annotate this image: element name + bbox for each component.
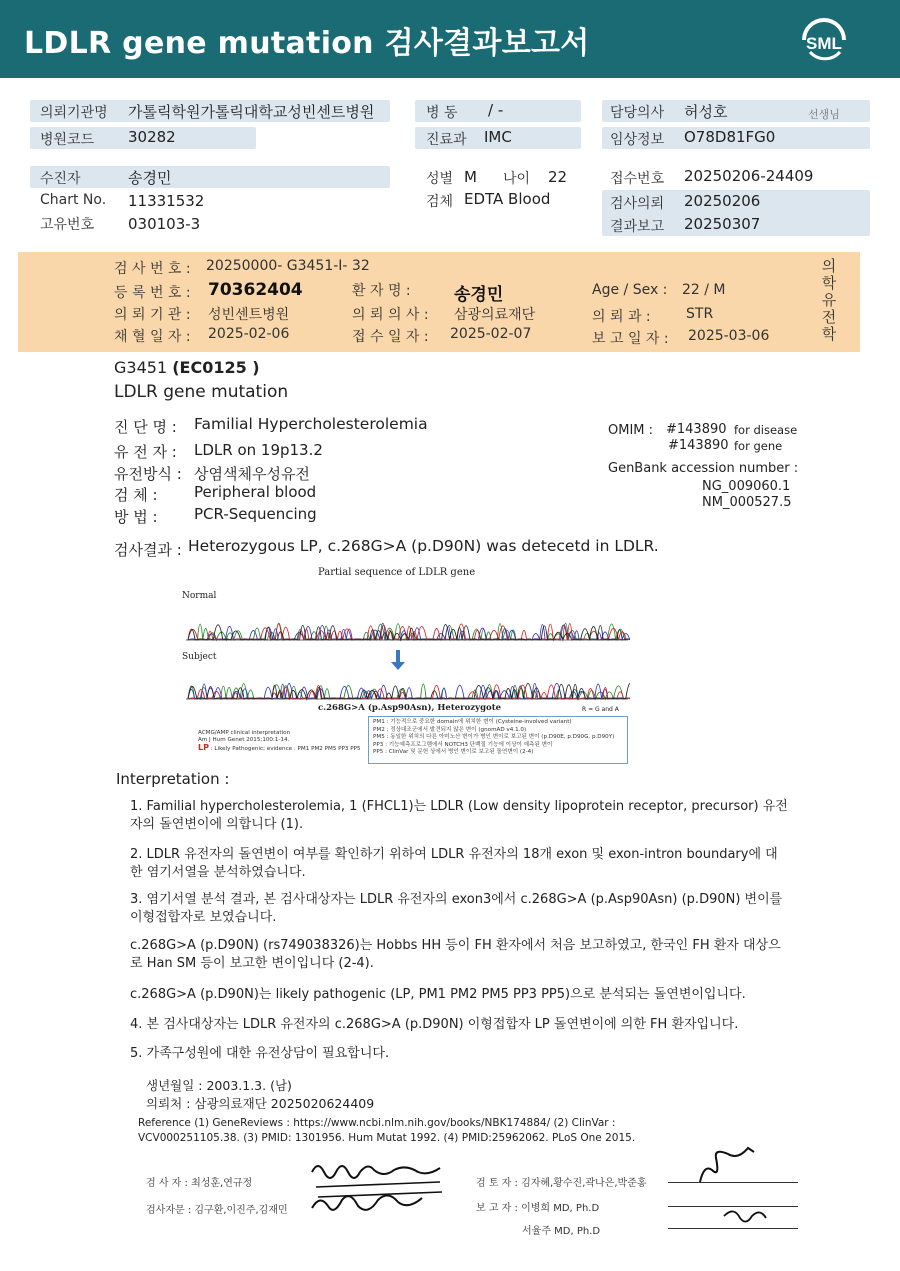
acmg-line-1: ACMG/AMP clinical interpretation	[198, 730, 291, 736]
dept-value: IMC	[484, 128, 512, 146]
interp-p1: 1. Familial hypercholesterolemia, 1 (FHCL1)는 LDLR (Low density lipoprotein receptor, precursor) 유전자의 돌연변이에 의합니다 (1).	[130, 799, 788, 832]
patient-label: 수진자	[40, 171, 81, 187]
specimen-label-2: 검 체 :	[114, 486, 158, 504]
reference: Reference (1) GeneReviews : https://www.ncbi.nlm.nih.gov/books/NBK174884/ (2) ClinVar : VCV000251105.38. (3) PMID: 1301956. Hum Mutat 1992. (4) PMID:25962062. PLoS One 2015.	[138, 1117, 636, 1144]
logo-text: SML	[806, 34, 842, 53]
report-header	[0, 0, 900, 78]
band-agesex-value: 22 / M	[682, 282, 726, 298]
interpretation-title: Interpretation :	[116, 770, 230, 788]
genbank-label: GenBank accession number :	[608, 461, 799, 476]
doctor-suffix: 선생님	[808, 108, 840, 121]
advisor-signature-icon	[312, 1195, 422, 1209]
reviewer: 검 토 자 : 김자혜,황수진,곽나은,박준홍	[476, 1178, 647, 1189]
receipt-label: 접수번호	[610, 171, 665, 187]
birth-date: 생년월일 : 2003.1.3. (남)	[146, 1078, 292, 1093]
requester: 의뢰처 : 삼광의료재단 2025020624409	[146, 1096, 375, 1111]
reporter-signature-line	[668, 1206, 798, 1207]
ward-value: / -	[488, 101, 504, 119]
request-label: 검사의뢰	[610, 196, 665, 212]
age-value: 22	[548, 168, 568, 186]
genbank-2: NM_000527.5	[702, 495, 792, 510]
doctor-label: 담당의사	[610, 105, 665, 121]
omim-1-note: for disease	[734, 423, 798, 437]
acmg-evidence: : Likely Pathogenic; evidence : PM1 PM2 PM5 PP3 PP5	[210, 746, 361, 752]
reporter2-signature-icon	[724, 1211, 766, 1221]
band-test-no-label: 검 사 번 호 :	[114, 261, 191, 277]
band-dept-value: STR	[686, 306, 714, 322]
figure-caption: c.268G>A (p.Asp90Asn), Heterozygote	[318, 703, 502, 713]
band-agesex-label: Age / Sex :	[592, 282, 668, 298]
note-pp3: PP3 : 기능예측프로그램에서 NOTCH3 단백질 기능에 이상이 예측된 변이	[373, 741, 553, 748]
diagnosis-value: Familial Hypercholesterolemia	[194, 415, 428, 433]
result-value: Heterozygous LP, c.268G>A (p.D90N) was detecetd in LDLR.	[188, 537, 659, 555]
institution-label: 의뢰기관명	[40, 105, 108, 121]
band-patient-label: 환 자 명 :	[352, 283, 411, 299]
request-value: 20250206	[684, 192, 761, 210]
test-code	[114, 358, 260, 377]
acmg-line-2: Am J Hum Genet 2015;100:1-14.	[198, 737, 290, 743]
doctor-value: 허성호	[684, 103, 728, 121]
interp-p7: 5. 가족구성원에 대한 유전상담이 필요합니다.	[130, 1046, 390, 1061]
band-inst-label: 의 뢰 기 관 :	[114, 307, 191, 323]
note-pm5: PM5 : 동일한 위치의 다른 아미노산 변이가 병인 변이로 보고된 변이 (p.D90E, p.D90G, p.D90Y)	[373, 734, 615, 740]
reviewer-signature-icon	[700, 1148, 754, 1182]
hospital-code-value: 30282	[128, 128, 176, 146]
result-label: 검사결과 :	[114, 541, 182, 559]
evidence-note-box	[368, 716, 628, 764]
gene-value: LDLR on 19p13.2	[194, 441, 323, 459]
report-summary-band	[18, 252, 860, 352]
interp-p4: c.268G>A (p.D90N) (rs749038326)는 Hobbs HH 등이 FH 환자에서 처음 보고하였고, 한국인 FH 환자 대상으로 Han SM 등이 보고한 변이입니다 (2-4).	[130, 938, 781, 971]
specimen-value: EDTA Blood	[464, 190, 551, 208]
band-report-value: 2025-03-06	[688, 328, 770, 344]
band-collect-label: 채 혈 일 자 :	[114, 329, 191, 345]
receipt-value: 20250206-24409	[684, 167, 814, 185]
acmg-line-3	[198, 744, 361, 753]
test-code-paren: (EC0125 )	[172, 358, 260, 377]
band-inst-value: 성빈센트병원	[208, 307, 290, 323]
tester-signature-icon	[312, 1166, 440, 1178]
patient-bar	[30, 166, 390, 188]
clinical-value: O78D81FG0	[684, 128, 776, 146]
reporter: 보 고 자 : 이병희 MD, Ph.D	[476, 1203, 600, 1214]
interp-p5: c.268G>A (p.D90N)는 likely pathogenic (LP, PM1 PM2 PM5 PP3 PP5)으로 분석되는 돌연변이입니다.	[130, 987, 746, 1002]
diagnosis-label: 진 단 명 :	[114, 418, 177, 436]
band-req-doc-value: 삼광의료재단	[454, 307, 536, 323]
sex-label: 성별	[426, 171, 454, 187]
scanned-report	[0, 252, 900, 1271]
note-pp5: PP5 : ClinVar 및 문헌 상에서 병인 변이로 보고된 돌연변이 (2-4)	[373, 749, 534, 755]
band-dept-label: 의 뢰 과 :	[592, 309, 651, 325]
report-date-label: 결과보고	[610, 219, 665, 235]
method-label: 방 법 :	[114, 508, 158, 526]
sex-value: M	[464, 168, 477, 186]
band-collect-value: 2025-02-06	[208, 326, 290, 342]
specimen-label: 검체	[426, 194, 454, 210]
omim-label: OMIM :	[608, 423, 654, 438]
reporter2-signature-line	[668, 1228, 798, 1229]
sml-logo	[796, 12, 852, 68]
age-label: 나이	[503, 171, 531, 187]
test-name: LDLR gene mutation	[114, 382, 289, 402]
patient-value: 송경민	[128, 169, 172, 187]
mutation-arrow-icon	[391, 650, 405, 670]
note-pm1: PM1 : 기능적으로 중요한 domain에 위치한 변이 (Cysteine-involved variant)	[373, 719, 572, 725]
omim-2: #143890	[668, 438, 729, 453]
chart-value: 11331532	[128, 192, 205, 210]
reporter-2: 서율주 MD, Ph.D	[522, 1226, 601, 1237]
institution-value: 가톨릭학원가톨릭대학교성빈센트병원	[128, 103, 375, 121]
omim-2-note: for gene	[734, 439, 783, 453]
unique-label: 고유번호	[40, 217, 95, 233]
tester: 검 사 자 : 최성훈,연규정	[146, 1178, 253, 1189]
note-pm2: PM2 : 정상대조군에서 발견되지 않은 변이 (gnomAD v4.1.0)	[373, 726, 527, 733]
trace-line	[188, 683, 630, 699]
specimen-value-2: Peripheral blood	[194, 483, 317, 501]
band-receive-label: 접 수 일 자 :	[352, 329, 429, 345]
dept-label: 진료과	[426, 132, 467, 148]
acmg-note	[198, 730, 361, 753]
band-patient-value: 송경민	[454, 285, 504, 305]
inherit-label: 유전방식 :	[114, 465, 182, 483]
method-value: PCR-Sequencing	[194, 505, 317, 523]
reviewer-signature-line	[668, 1182, 798, 1183]
advisor: 검사자문 : 김구환,이진주,김재민	[146, 1205, 288, 1216]
subject-label: Subject	[182, 652, 217, 662]
genbank-1: NG_009060.1	[702, 479, 791, 494]
band-receive-value: 2025-02-07	[450, 326, 532, 342]
normal-label: Normal	[182, 591, 217, 601]
band-test-no-value: 20250000- G3451-I- 32	[206, 258, 370, 274]
band-side-label: 의 학 유 전 학	[821, 257, 837, 343]
gene-label: 유 전 자 :	[114, 443, 177, 461]
band-req-doc-label: 의 뢰 의 사 :	[352, 307, 429, 323]
band-reg-no-label: 등 록 번 호 :	[114, 285, 191, 301]
interp-p2: 2. LDLR 유전자의 돌연변이 여부를 확인하기 위하여 LDLR 유전자의 18개 exon 및 exon-intron boundary에 대한 염기서열을 분석하였습니다.	[130, 847, 778, 880]
chart-label: Chart No.	[40, 192, 107, 208]
report-title: LDLR gene mutation 검사결과보고서	[24, 26, 590, 61]
test-code-number: G3451	[114, 358, 168, 377]
band-reg-no-value: 70362404	[208, 280, 303, 300]
ward-label: 병 동	[426, 105, 458, 121]
band-report-label: 보 고 일 자 :	[592, 331, 669, 347]
unique-value: 030103-3	[128, 215, 201, 233]
acmg-lp: LP	[198, 743, 209, 752]
report-date-value: 20250307	[684, 215, 761, 233]
omim-1: #143890	[666, 422, 727, 437]
figure-title: Partial sequence of LDLR gene	[318, 567, 476, 578]
rga-note: R = G and A	[582, 706, 619, 713]
interp-p3: 3. 염기서열 분석 결과, 본 검사대상자는 LDLR 유전자의 exon3에서 c.268G>A (p.Asp90Asn) (p.D90N) 변이를 이형접합자로 보였습니다.	[130, 892, 783, 925]
interp-p6: 4. 본 검사대상자는 LDLR 유전자의 c.268G>A (p.D90N) 이형접합자 LP 돌연변이에 의한 FH 환자입니다.	[130, 1017, 739, 1032]
clinical-label: 임상정보	[610, 132, 665, 148]
hospital-code-label: 병원코드	[40, 132, 95, 148]
inherit-value: 상염색체우성유전	[194, 465, 310, 483]
